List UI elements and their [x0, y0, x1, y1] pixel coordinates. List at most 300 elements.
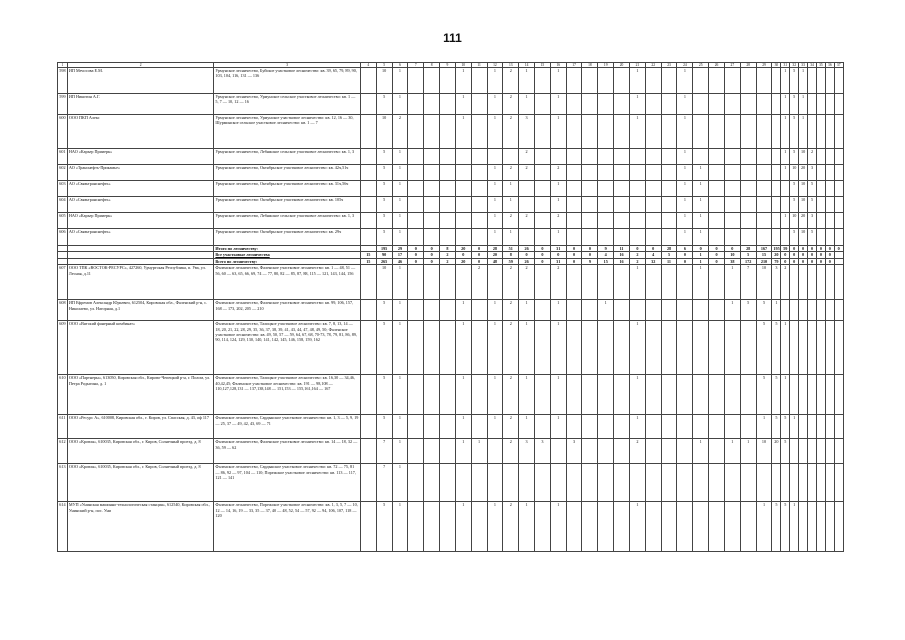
value-cell: [709, 439, 725, 464]
value-cell: [816, 464, 825, 502]
value-cell: [535, 375, 551, 415]
summary-value: 0: [424, 258, 440, 264]
value-cell: 5: [376, 300, 392, 321]
value-cell: [740, 115, 756, 149]
summary-value: 16: [614, 258, 630, 264]
user-name: ООО «Партнеры», 613050, Кировская обл., Кирово-Чепецкий р-н, г. Полом, ул. Петра Родыгина, д. 1: [67, 375, 214, 415]
row-number: 598: [58, 68, 68, 94]
value-cell: [408, 94, 424, 115]
value-cell: [629, 181, 645, 197]
value-cell: 5: [790, 94, 799, 115]
value-cell: [550, 149, 566, 165]
user-name: ИП Никитин А.Г.: [67, 94, 214, 115]
location-description: Фаленское лесничество, Фаленское участковое лесничество: кв. 14 — 18, 32 — 36, 59 — 62: [214, 439, 361, 464]
value-cell: 1: [519, 94, 535, 115]
value-cell: 1: [455, 300, 471, 321]
location-description: Фаленское лесничество, Сардыкское участковое лесничество: кв. 72 — 75, 81 — 86, 92 — 97, 104 — 110; Порежское участковое лесничество: кв. 113 — 117, 121 — 141: [214, 464, 361, 502]
value-cell: 1: [487, 300, 503, 321]
summary-value: 0: [709, 258, 725, 264]
value-cell: [756, 213, 772, 229]
summary-value: 15: [360, 252, 376, 258]
table-row: [58, 149, 844, 165]
value-cell: [724, 502, 740, 552]
value-cell: 1: [781, 165, 790, 181]
page-number: 111: [443, 31, 462, 45]
value-cell: [598, 502, 614, 552]
column-number: 10: [455, 63, 471, 68]
value-cell: [535, 181, 551, 197]
value-cell: [661, 321, 677, 375]
value-cell: [455, 181, 471, 197]
value-cell: 1: [693, 213, 709, 229]
value-cell: [724, 375, 740, 415]
summary-value: 0: [471, 246, 487, 252]
summary-value: 26: [519, 258, 535, 264]
location-description: Фаленское лесничество, Талицкое участковое лесничество: кв. 16,30 — 34,46, 40,42,45; Фаленское участковое лесничество: кв. 191 — 98,108 — 110,127,128,131 — 137,138,148 — 151,153 — 155,161,164 — 167: [214, 375, 361, 415]
row-number: 599: [58, 94, 68, 115]
value-cell: [808, 265, 817, 300]
summary-value: 0: [550, 252, 566, 258]
value-cell: 1: [629, 415, 645, 439]
value-cell: [724, 213, 740, 229]
summary-value: 0: [825, 252, 834, 258]
value-cell: [825, 149, 834, 165]
summary-value: 20: [455, 258, 471, 264]
summary-value: 2: [440, 258, 456, 264]
value-cell: 10: [790, 213, 799, 229]
value-cell: 5: [756, 375, 772, 415]
value-cell: 10: [799, 197, 808, 213]
user-name: ИП Мечосова Е.М.: [67, 68, 214, 94]
value-cell: 1: [693, 265, 709, 300]
value-cell: 1: [392, 213, 408, 229]
value-cell: [816, 375, 825, 415]
value-cell: [598, 165, 614, 181]
column-number: 1: [58, 63, 68, 68]
value-cell: 20: [799, 213, 808, 229]
table-row: [58, 265, 844, 300]
value-cell: [408, 439, 424, 464]
value-cell: [693, 149, 709, 165]
value-cell: [816, 94, 825, 115]
value-cell: 1: [677, 149, 693, 165]
value-cell: [487, 464, 503, 502]
value-cell: [781, 464, 790, 502]
value-cell: [740, 68, 756, 94]
value-cell: [645, 265, 661, 300]
value-cell: [799, 321, 808, 375]
value-cell: [709, 375, 725, 415]
value-cell: [834, 165, 843, 181]
value-cell: 1: [629, 265, 645, 300]
value-cell: 1: [781, 321, 790, 375]
value-cell: [756, 94, 772, 115]
value-cell: [408, 502, 424, 552]
value-cell: 1: [781, 213, 790, 229]
value-cell: [408, 464, 424, 502]
value-cell: [825, 165, 834, 181]
value-cell: [582, 197, 598, 213]
value-cell: 1: [392, 149, 408, 165]
summary-value: 0: [677, 258, 693, 264]
value-cell: 3: [566, 439, 582, 464]
value-cell: 1: [740, 439, 756, 464]
value-cell: 1: [392, 415, 408, 439]
value-cell: [740, 464, 756, 502]
value-cell: 2: [808, 149, 817, 165]
user-name: ООО «Кровля», 610035, Кировская обл., г. Киров, Солнечный проезд, д. 8: [67, 439, 214, 464]
column-number: 28: [740, 63, 756, 68]
table-row: [58, 213, 844, 229]
value-cell: [772, 165, 781, 181]
value-cell: [582, 265, 598, 300]
summary-value: 11: [614, 246, 630, 252]
value-cell: [360, 464, 376, 502]
value-cell: [772, 68, 781, 94]
value-cell: [834, 115, 843, 149]
column-number: 6: [392, 63, 408, 68]
value-cell: [808, 375, 817, 415]
summary-value: 32: [645, 258, 661, 264]
value-cell: 2: [519, 165, 535, 181]
value-cell: [816, 181, 825, 197]
value-cell: 2: [503, 415, 519, 439]
value-cell: [740, 197, 756, 213]
value-cell: [709, 197, 725, 213]
value-cell: 1: [677, 197, 693, 213]
column-number: 32: [790, 63, 799, 68]
value-cell: [709, 115, 725, 149]
value-cell: 3: [535, 439, 551, 464]
value-cell: [808, 68, 817, 94]
value-cell: 2: [503, 375, 519, 415]
value-cell: [598, 68, 614, 94]
row-number: 612: [58, 439, 68, 464]
value-cell: [566, 213, 582, 229]
summary-value: 167: [756, 246, 772, 252]
value-cell: 1: [629, 502, 645, 552]
summary-value: 59: [781, 246, 790, 252]
value-cell: [677, 321, 693, 375]
value-cell: [677, 300, 693, 321]
value-cell: 5: [756, 321, 772, 375]
value-cell: [661, 213, 677, 229]
value-cell: [424, 94, 440, 115]
summary-value: 0: [808, 258, 817, 264]
value-cell: [455, 197, 471, 213]
value-cell: [645, 181, 661, 197]
value-cell: [487, 265, 503, 300]
value-cell: 1: [724, 300, 740, 321]
value-cell: 1: [550, 321, 566, 375]
value-cell: [471, 149, 487, 165]
value-cell: 1: [790, 415, 799, 439]
value-cell: [566, 165, 582, 181]
value-cell: 5: [790, 115, 799, 149]
value-cell: [535, 115, 551, 149]
value-cell: [614, 265, 630, 300]
value-cell: [519, 229, 535, 246]
value-cell: [693, 415, 709, 439]
value-cell: [825, 213, 834, 229]
summary-value: 20: [455, 246, 471, 252]
value-cell: [360, 197, 376, 213]
value-cell: [408, 115, 424, 149]
value-cell: [661, 165, 677, 181]
value-cell: 1: [781, 68, 790, 94]
value-cell: [834, 375, 843, 415]
value-cell: [808, 300, 817, 321]
summary-value: 2: [440, 252, 456, 258]
value-cell: 5: [772, 321, 781, 375]
column-number: 22: [645, 63, 661, 68]
value-cell: [455, 165, 471, 181]
summary-value: 9: [598, 246, 614, 252]
summary-label: Все участковые лесничества: [214, 252, 361, 258]
table-row: [58, 375, 844, 415]
value-cell: 1: [629, 94, 645, 115]
value-cell: [598, 213, 614, 229]
value-cell: [582, 464, 598, 502]
summary-value: 28: [487, 246, 503, 252]
value-cell: [535, 300, 551, 321]
value-cell: 1: [550, 197, 566, 213]
summary-value: 16: [614, 252, 630, 258]
value-cell: [816, 502, 825, 552]
value-cell: 1: [629, 375, 645, 415]
value-cell: [825, 197, 834, 213]
value-cell: [360, 181, 376, 197]
value-cell: [808, 415, 817, 439]
summary-value: 0: [790, 246, 799, 252]
summary-value: 48: [487, 258, 503, 264]
value-cell: [424, 375, 440, 415]
summary-value: 0: [816, 258, 825, 264]
value-cell: [756, 68, 772, 94]
value-cell: [816, 149, 825, 165]
value-cell: [677, 502, 693, 552]
value-cell: [440, 197, 456, 213]
summary-value: 0: [834, 246, 843, 252]
value-cell: 1: [455, 375, 471, 415]
column-number: 35: [816, 63, 825, 68]
value-cell: [645, 149, 661, 165]
column-number: 3: [214, 63, 361, 68]
summary-value: 0: [455, 252, 471, 258]
column-number: 16: [550, 63, 566, 68]
value-cell: [709, 464, 725, 502]
value-cell: [816, 265, 825, 300]
value-cell: [645, 213, 661, 229]
value-cell: [661, 265, 677, 300]
value-cell: 1: [392, 300, 408, 321]
value-cell: [471, 502, 487, 552]
value-cell: [360, 439, 376, 464]
value-cell: [614, 229, 630, 246]
value-cell: [535, 197, 551, 213]
table-row: [58, 115, 844, 149]
value-cell: 2: [519, 149, 535, 165]
value-cell: 1: [629, 115, 645, 149]
value-cell: 2: [550, 165, 566, 181]
value-cell: [598, 415, 614, 439]
value-cell: [834, 68, 843, 94]
value-cell: [360, 415, 376, 439]
value-cell: [503, 149, 519, 165]
value-cell: [740, 229, 756, 246]
value-cell: [440, 265, 456, 300]
value-cell: 1: [693, 181, 709, 197]
value-cell: [724, 415, 740, 439]
value-cell: [408, 300, 424, 321]
value-cell: [535, 68, 551, 94]
column-number: 8: [424, 63, 440, 68]
row-number: 603: [58, 181, 68, 197]
value-cell: [799, 300, 808, 321]
table-row: [58, 94, 844, 115]
value-cell: 1: [790, 502, 799, 552]
user-name: НАО «Карьер Прииерк»: [67, 213, 214, 229]
value-cell: 1: [693, 165, 709, 181]
value-cell: [799, 415, 808, 439]
summary-value: 0: [693, 246, 709, 252]
value-cell: [440, 464, 456, 502]
value-cell: 2: [471, 265, 487, 300]
value-cell: [440, 300, 456, 321]
value-cell: [661, 439, 677, 464]
value-cell: [677, 415, 693, 439]
value-cell: 1: [550, 115, 566, 149]
value-cell: 1: [781, 115, 790, 149]
value-cell: [834, 321, 843, 375]
user-name: АО «Связьтранснефть»: [67, 229, 214, 246]
value-cell: 1: [799, 115, 808, 149]
column-number: 9: [440, 63, 456, 68]
value-cell: [535, 502, 551, 552]
value-cell: [661, 115, 677, 149]
summary-value: 0: [799, 258, 808, 264]
value-cell: 5: [376, 197, 392, 213]
value-cell: 5: [376, 502, 392, 552]
value-cell: [808, 439, 817, 464]
value-cell: [598, 464, 614, 502]
value-cell: 1: [392, 321, 408, 375]
value-cell: 1: [724, 265, 740, 300]
value-cell: [408, 197, 424, 213]
value-cell: 5: [376, 181, 392, 197]
value-cell: 10: [790, 165, 799, 181]
column-number: 29: [756, 63, 772, 68]
value-cell: [440, 149, 456, 165]
value-cell: 1: [455, 94, 471, 115]
value-cell: [808, 321, 817, 375]
value-cell: [424, 439, 440, 464]
summary-value: 0: [408, 258, 424, 264]
value-cell: 1: [487, 502, 503, 552]
summary-value: 0: [519, 252, 535, 258]
value-cell: [645, 439, 661, 464]
value-cell: [535, 149, 551, 165]
value-cell: [598, 94, 614, 115]
value-cell: [709, 213, 725, 229]
data-table: [57, 62, 844, 552]
location-description: Фаленское лесничество, Фаленское участковое лесничество: кв. 99, 106, 157, 168 — 173, 202, 205 — 210: [214, 300, 361, 321]
column-number: 25: [693, 63, 709, 68]
value-cell: [566, 300, 582, 321]
value-cell: [645, 415, 661, 439]
value-cell: [724, 197, 740, 213]
value-cell: 1: [487, 213, 503, 229]
value-cell: [677, 439, 693, 464]
value-cell: [550, 439, 566, 464]
value-cell: [566, 181, 582, 197]
value-cell: 5: [790, 181, 799, 197]
summary-value: 4: [645, 252, 661, 258]
value-cell: [614, 149, 630, 165]
value-cell: [598, 149, 614, 165]
value-cell: [825, 115, 834, 149]
value-cell: 5: [376, 165, 392, 181]
value-cell: 5: [781, 439, 790, 464]
value-cell: 1: [772, 300, 781, 321]
summary-value: 8: [503, 252, 519, 258]
value-cell: [834, 229, 843, 246]
value-cell: [360, 300, 376, 321]
value-cell: [598, 265, 614, 300]
table-row: [58, 300, 844, 321]
value-cell: 1: [392, 165, 408, 181]
user-name: ООО «Кровля», 610035, Кировская обл., г. Киров, Солнечный проезд, д. 8: [67, 464, 214, 502]
value-cell: [614, 115, 630, 149]
value-cell: [614, 375, 630, 415]
value-cell: 1: [519, 415, 535, 439]
value-cell: [487, 439, 503, 464]
summary-value: 0: [816, 246, 825, 252]
value-cell: [645, 375, 661, 415]
summary-value: 0: [781, 252, 790, 258]
value-cell: [724, 68, 740, 94]
value-cell: [614, 68, 630, 94]
value-cell: [816, 229, 825, 246]
summary-value: 0: [471, 258, 487, 264]
value-cell: 5: [808, 181, 817, 197]
table-row: [58, 197, 844, 213]
value-cell: [614, 300, 630, 321]
value-cell: [661, 149, 677, 165]
value-cell: 1: [781, 375, 790, 415]
value-cell: [535, 464, 551, 502]
value-cell: [360, 321, 376, 375]
value-cell: [677, 265, 693, 300]
value-cell: [424, 115, 440, 149]
summary-value: 195: [376, 246, 392, 252]
summary-value: 15: [360, 258, 376, 264]
value-cell: 1: [392, 265, 408, 300]
value-cell: [724, 181, 740, 197]
value-cell: [582, 94, 598, 115]
table-row: [58, 321, 844, 375]
value-cell: [709, 502, 725, 552]
value-cell: [535, 229, 551, 246]
value-cell: 1: [756, 415, 772, 439]
value-cell: [724, 321, 740, 375]
value-cell: 5: [772, 415, 781, 439]
table-row: [58, 415, 844, 439]
value-cell: [629, 229, 645, 246]
location-description: Фаленское лесничество, Сардыкское участковое лесничество: кв. 1, 3 — 5, 9, 19 — 25, 37 — 49, 42, 43, 69 — 71: [214, 415, 361, 439]
value-cell: [645, 464, 661, 502]
value-cell: [408, 321, 424, 375]
